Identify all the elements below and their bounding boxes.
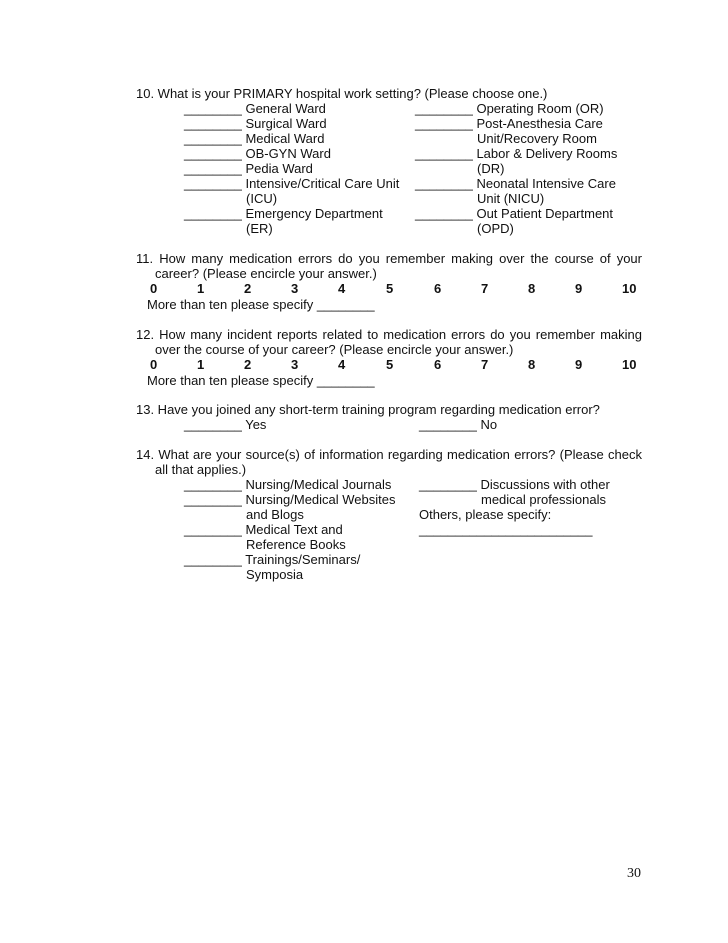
q12-scale-option[interactable]: 9 <box>575 357 583 372</box>
q12-scale-option[interactable]: 1 <box>197 357 205 372</box>
q11-scale-option[interactable]: 7 <box>481 281 489 296</box>
q13-prompt: 13. Have you joined any short-term training program regarding medication error? <box>136 402 600 417</box>
q11-scale <box>0 281 728 296</box>
q12-scale-option[interactable]: 0 <box>150 357 158 372</box>
q11-scale-option[interactable]: 3 <box>291 281 299 296</box>
q11-scale-option[interactable]: 9 <box>575 281 583 296</box>
q14-option-discussions-continued: medical professionals <box>481 492 607 507</box>
q14-option-journals: ________ Nursing/Medical Journals <box>184 477 392 492</box>
q14-prompt-line-1: 14. What are your source(s) of information regarding medication errors? (Please check <box>136 447 642 462</box>
q12-scale-option[interactable]: 8 <box>528 357 536 372</box>
q10-option-pedia-ward: ________ Pedia Ward <box>184 161 313 176</box>
q10-option-medical-ward: ________ Medical Ward <box>184 131 325 146</box>
q11-scale-option[interactable]: 5 <box>386 281 394 296</box>
q12-scale-option[interactable]: 10 <box>622 357 637 372</box>
q14-option-websites-continued: and Blogs <box>246 507 304 522</box>
q14-option-discussions: ________ Discussions with other <box>419 477 610 492</box>
q10-option-labor-delivery-continued: (DR) <box>477 161 505 176</box>
q14-option-trainings: ________ Trainings/Seminars/ <box>184 552 361 567</box>
q10-option-icu-continued: (ICU) <box>246 191 278 206</box>
q10-option-surgical-ward: ________ Surgical Ward <box>184 116 327 131</box>
q11-prompt-line-2: career? (Please encircle your answer.) <box>155 266 377 281</box>
q11-scale-option[interactable]: 0 <box>150 281 158 296</box>
q12-prompt-line-2: over the course of your career? (Please encircle your answer.) <box>155 342 514 357</box>
q11-scale-option[interactable]: 4 <box>338 281 346 296</box>
q10-prompt: 10. What is your PRIMARY hospital work setting? (Please choose one.) <box>136 86 548 101</box>
q14-option-textbooks: ________ Medical Text and <box>184 522 343 537</box>
q14-others-label: Others, please specify: <box>419 507 552 522</box>
page-number: 30 <box>627 866 641 881</box>
q14-others-blank: ________________________ <box>419 522 593 537</box>
q12-scale-option[interactable]: 5 <box>386 357 394 372</box>
q11-scale-option[interactable]: 1 <box>197 281 205 296</box>
q12-scale-option[interactable]: 4 <box>338 357 346 372</box>
q14-option-textbooks-continued: Reference Books <box>246 537 346 552</box>
q10-option-icu: ________ Intensive/Critical Care Unit <box>184 176 400 191</box>
q11-scale-option[interactable]: 6 <box>434 281 442 296</box>
q10-option-nicu-continued: Unit (NICU) <box>477 191 545 206</box>
q10-option-general-ward: ________ General Ward <box>184 101 326 116</box>
q10-option-emergency-continued: (ER) <box>246 221 273 236</box>
q14-option-trainings-continued: Symposia <box>246 567 304 582</box>
q12-scale-option[interactable]: 7 <box>481 357 489 372</box>
q10-option-post-anesthesia: ________ Post-Anesthesia Care <box>415 116 603 131</box>
q10-option-obgyn-ward: ________ OB-GYN Ward <box>184 146 331 161</box>
q13-option-no: ________ No <box>419 417 498 432</box>
q12-prompt-line-1: 12. How many incident reports related to medication errors do you remember making <box>136 327 642 342</box>
q12-scale-option[interactable]: 6 <box>434 357 442 372</box>
q11-prompt-line-1: 11. How many medication errors do you remember making over the course of your <box>136 251 642 266</box>
q10-option-emergency: ________ Emergency Department <box>184 206 383 221</box>
q11-scale-option[interactable]: 10 <box>622 281 637 296</box>
q12-scale-option[interactable]: 3 <box>291 357 299 372</box>
q10-option-nicu: ________ Neonatal Intensive Care <box>415 176 616 191</box>
q10-option-labor-delivery: ________ Labor & Delivery Rooms <box>415 146 618 161</box>
q14-option-websites: ________ Nursing/Medical Websites <box>184 492 396 507</box>
q12-specify: More than ten please specify ________ <box>147 373 375 388</box>
q10-option-outpatient-continued: (OPD) <box>477 221 514 236</box>
q11-scale-option[interactable]: 8 <box>528 281 536 296</box>
q13-option-yes: ________ Yes <box>184 417 267 432</box>
q10-option-operating-room: ________ Operating Room (OR) <box>415 101 604 116</box>
q14-prompt-line-2: all that applies.) <box>155 462 247 477</box>
q10-option-outpatient: ________ Out Patient Department <box>415 206 614 221</box>
q12-scale <box>0 357 728 372</box>
q12-scale-option[interactable]: 2 <box>244 357 252 372</box>
q10-option-post-anesthesia-continued: Unit/Recovery Room <box>477 131 597 146</box>
q11-specify: More than ten please specify ________ <box>147 297 375 312</box>
q11-scale-option[interactable]: 2 <box>244 281 252 296</box>
